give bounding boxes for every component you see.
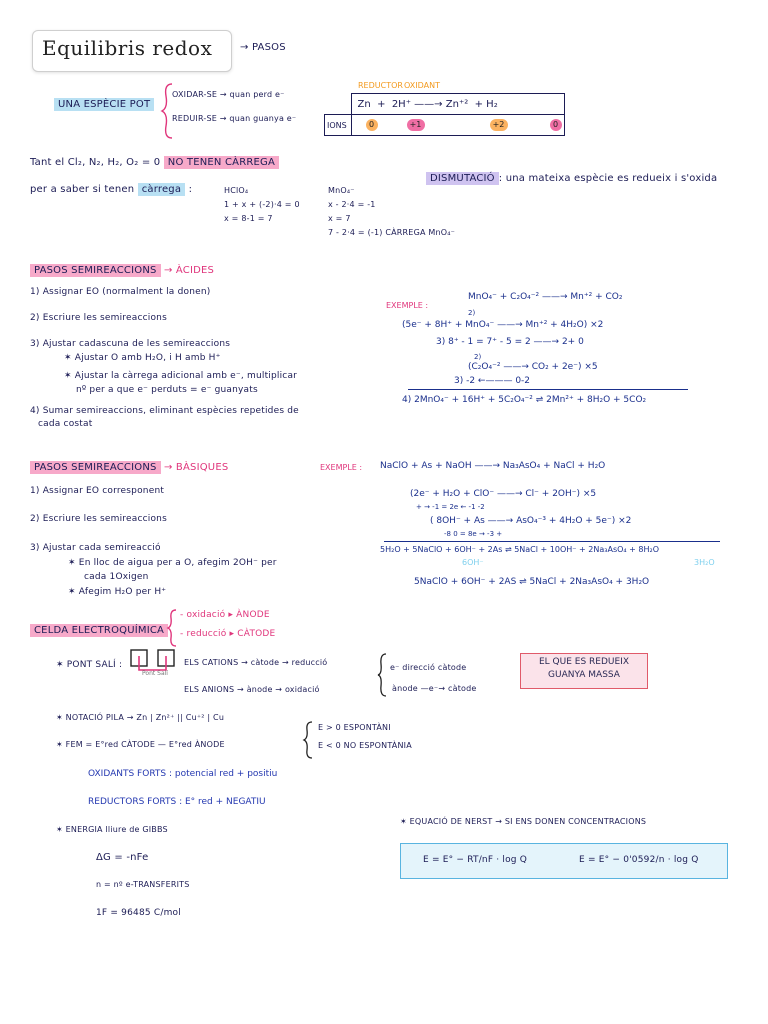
reaction-cell: Zn + 2H⁺ ——→ Zn⁺² + H₂ [351,94,564,115]
nernst-heading: ✶ EQUACIÓ DE NERST → SI ENS DONEN CONCENTRACIONS [400,817,647,826]
charge-zn: 0 [366,119,378,131]
redueix-note: EL QUE ES REDUEIX GUANYA MASSA [520,653,648,689]
reaction-table [324,93,565,136]
celda-heading: CELDA ELECTROQUÍMICA [30,625,168,636]
basiques-ex-7: 3H₂O [694,558,715,567]
acides-step-3: 3) Ajustar cadascuna de les semireaccions [30,339,231,349]
brace-icon [376,652,388,698]
oxidant-label: OXIDANT [404,81,440,90]
celda-oxidacio: - oxidació ▸ ÀNODE [180,610,270,620]
una-especie-label: UNA ESPÈCIE POT [54,99,154,110]
acides-step-3c: nº per a que e⁻ perduts = e⁻ guanyats [76,385,258,395]
basiques-ex-1: (2e⁻ + H₂O + ClO⁻ ——→ Cl⁻ + 2OH⁻) ×5 [410,489,597,499]
pont-sali-label: ✶ PONT SALÍ : [56,660,123,670]
pont-sali-small-label: Pont Salí [142,670,168,677]
energia-lliure: ✶ ENERGIA lliure de GIBBS [56,825,168,834]
basiques-ex-4: -8 0 = 8e → -3 + [444,530,503,538]
charge-h: +1 [407,119,425,131]
oxidar-line: OXIDAR-SE → quan perd e⁻ [172,90,285,99]
anions-line: ELS ANIONS → ànode → oxidació [184,685,320,694]
page-title: Equilibris redox [42,36,213,60]
acides-ex-5: (C₂O₄⁻² ——→ CO₂ + 2e⁻) ×5 [468,362,598,372]
acides-sum-line [408,389,688,390]
basiques-step-3b: cada 1Oxigen [84,572,149,582]
brace-icon [166,608,178,648]
mno4-block: MnO₄⁻ x - 2·4 = -1 x = 7 7 - 2·4 = (-1) CÀRREGA MnO₄⁻ [328,186,456,237]
celda-reduccio: - reducció ▸ CÀTODE [180,629,276,639]
reductor-label: REDUCTOR [358,81,403,90]
acides-step-1: 1) Assignar EO (normalment la donen) [30,287,211,297]
basiques-exemple-label: EXEMPLE : [320,463,363,472]
nernst-eq-2: E = E° − 0'0592/n · log Q [579,855,699,865]
basiques-step-3a: ✶ En lloc de aigua per a O, afegim 2OH⁻ per [68,558,277,568]
basiques-heading: PASOS SEMIREACCIONS → BÀSIQUES [30,462,228,473]
acides-ex-1: 2) [468,309,476,317]
hclo4-block: HClO₄ 1 + x + (-2)·4 = 0 x = 8-1 = 7 [224,186,300,223]
ions-label: IONS [325,115,352,136]
acides-ex-4: 2) [474,353,482,361]
basiques-step-1: 1) Assignar EO corresponent [30,486,165,496]
acides-step-4b: cada costat [38,419,93,429]
basiques-ex-5: 5H₂O + 5NaClO + 6OH⁻ + 2As ⇌ 5NaCl + 10OH⁻ + 2Na₃AsO₄ + 8H₂O [380,545,660,554]
basiques-ex-6: 6OH⁻ [462,558,484,567]
basiques-step-3: 3) Ajustar cada semireacció [30,543,161,553]
tant-line: Tant el Cl₂, N₂, H₂, O₂ = 0 NO TENEN CÀRREGA [30,157,279,168]
per-saber-line: per a saber si tenen càrrega : [30,184,193,195]
notacio-line: ✶ NOTACIÓ PILA → Zn | Zn²⁺ || Cu⁺² | Cu [56,713,225,722]
acides-ex-6: 3) -2 ←——— 0-2 [454,376,531,386]
e-positiu: E > 0 ESPONTÀNI [318,723,391,732]
fem-line: ✶ FEM = E°red CÀTODE — E°red ÀNODE [56,740,225,749]
e-direccio: e⁻ direcció càtode [390,663,467,672]
acides-ex-3: 3) 8⁺ - 1 = 7⁺ - 5 = 2 ——→ 2+ 0 [436,337,584,347]
anode-catode: ànode —e⁻→ càtode [392,684,477,693]
acides-step-3a: ✶ Ajustar O amb H₂O, i H amb H⁺ [64,353,221,363]
reductors-forts: REDUCTORS FORTS : E° red + NEGATIU [88,797,266,807]
acides-exemple-label: EXEMPLE : [386,301,429,310]
nernst-box [400,843,728,879]
charge-h2: 0 [550,119,562,131]
basiques-ex-0: NaClO + As + NaOH ——→ Na₃AsO₄ + NaCl + H₂O [380,461,606,471]
acides-ex-7: 4) 2MnO₄⁻ + 16H⁺ + 5C₂O₄⁻² ⇌ 2Mn²⁺ + 8H₂O + 5CO₂ [402,395,647,405]
charge-zn2: +2 [490,119,508,131]
dismutacio-line: DISMUTACIÓ : una mateixa espècie es redueix i s'oxida [426,173,717,184]
acides-step-4: 4) Sumar semireaccions, eliminant espècies repetides de [30,406,299,416]
basiques-ex-2: + → -1 = 2e ← -1 -2 [416,503,485,511]
delta-g: ΔG = -nFe [96,852,149,863]
acides-ex-0: MnO₄⁻ + C₂O₄⁻² ——→ Mn⁺² + CO₂ [468,292,623,302]
brace-icon [302,720,314,760]
reduir-line: REDUIR-SE → quan guanya e⁻ [172,114,297,123]
charges-cell [351,115,564,136]
basiques-ex-3: ( 8OH⁻ + As ——→ AsO₄⁻³ + 4H₂O + 5e⁻) ×2 [430,516,632,526]
acides-step-2: 2) Escriure les semireaccions [30,313,167,323]
basiques-step-2: 2) Escriure les semireaccions [30,514,167,524]
basiques-ex-8: 5NaClO + 6OH⁻ + 2AS ⇌ 5NaCl + 2Na₃AsO₄ + 3H₂O [414,577,650,587]
basiques-sum-line [384,541,720,542]
faraday: 1F = 96485 C/mol [96,908,181,918]
acides-step-3b: ✶ Ajustar la càrrega adicional amb e⁻, multiplicar [64,371,298,381]
title-arrow-note: → PASOS [240,42,286,53]
basiques-step-3c: ✶ Afegim H₂O per H⁺ [68,587,167,597]
acides-heading: PASOS SEMIREACCIONS → ÀCIDES [30,265,214,276]
n-transferits: n = nº e-TRANSFERITS [96,880,190,889]
nernst-eq-1: E = E° − RT/nF · log Q [423,855,528,865]
e-negatiu: E < 0 NO ESPONTÀNIA [318,741,412,750]
cations-line: ELS CATIONS → càtode → reducció [184,658,328,667]
acides-ex-2: (5e⁻ + 8H⁺ + MnO₄⁻ ——→ Mn⁺² + 4H₂O) ×2 [402,320,604,330]
oxidants-forts: OXIDANTS FORTS : potencial red + positiu [88,769,278,779]
